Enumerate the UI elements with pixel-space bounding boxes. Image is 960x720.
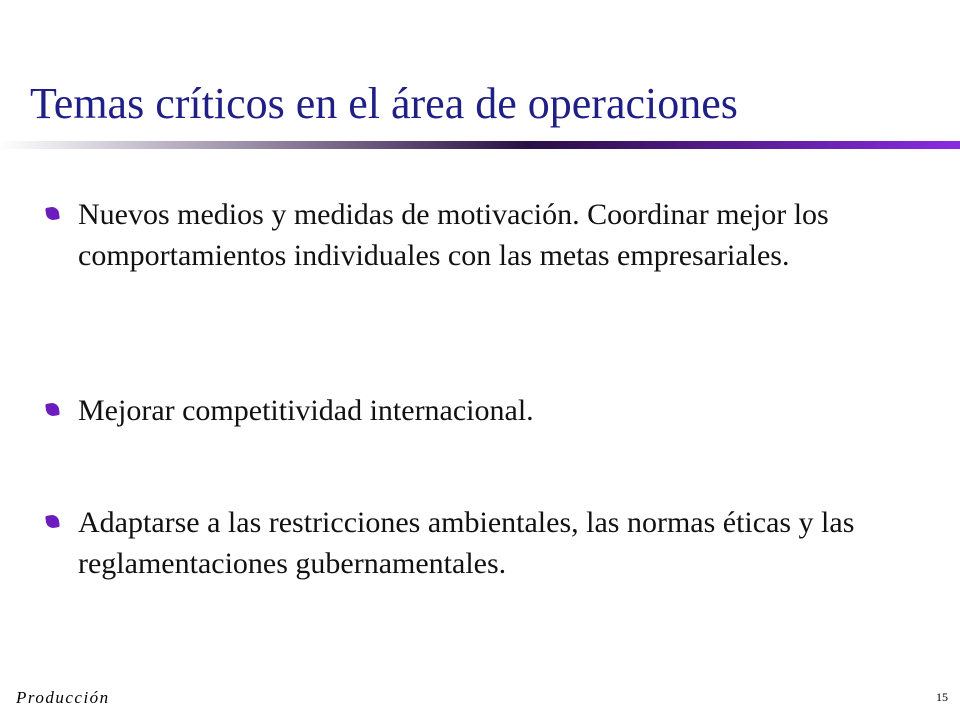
slide-title: Temas críticos en el área de operaciones [30,79,738,128]
bullet-item [46,390,926,431]
bullet-item [46,502,926,584]
bullet-text: Nuevos medios y medidas de motivación. Coordinar mejor los comportamientos individuales con las metas empresariales. [78,198,829,272]
bullet-icon [45,514,60,529]
bullet-item [46,194,926,276]
footer-label: Producción [16,688,110,707]
bullet-icon [45,402,60,417]
bullet-text: Mejorar competitividad internacional. [78,394,534,427]
bullet-icon [45,206,60,221]
bullet-text: Adaptarse a las restricciones ambientales, las normas éticas y las reglamentaciones gubernamentales. [78,506,855,580]
page-number: 15 [936,690,948,704]
